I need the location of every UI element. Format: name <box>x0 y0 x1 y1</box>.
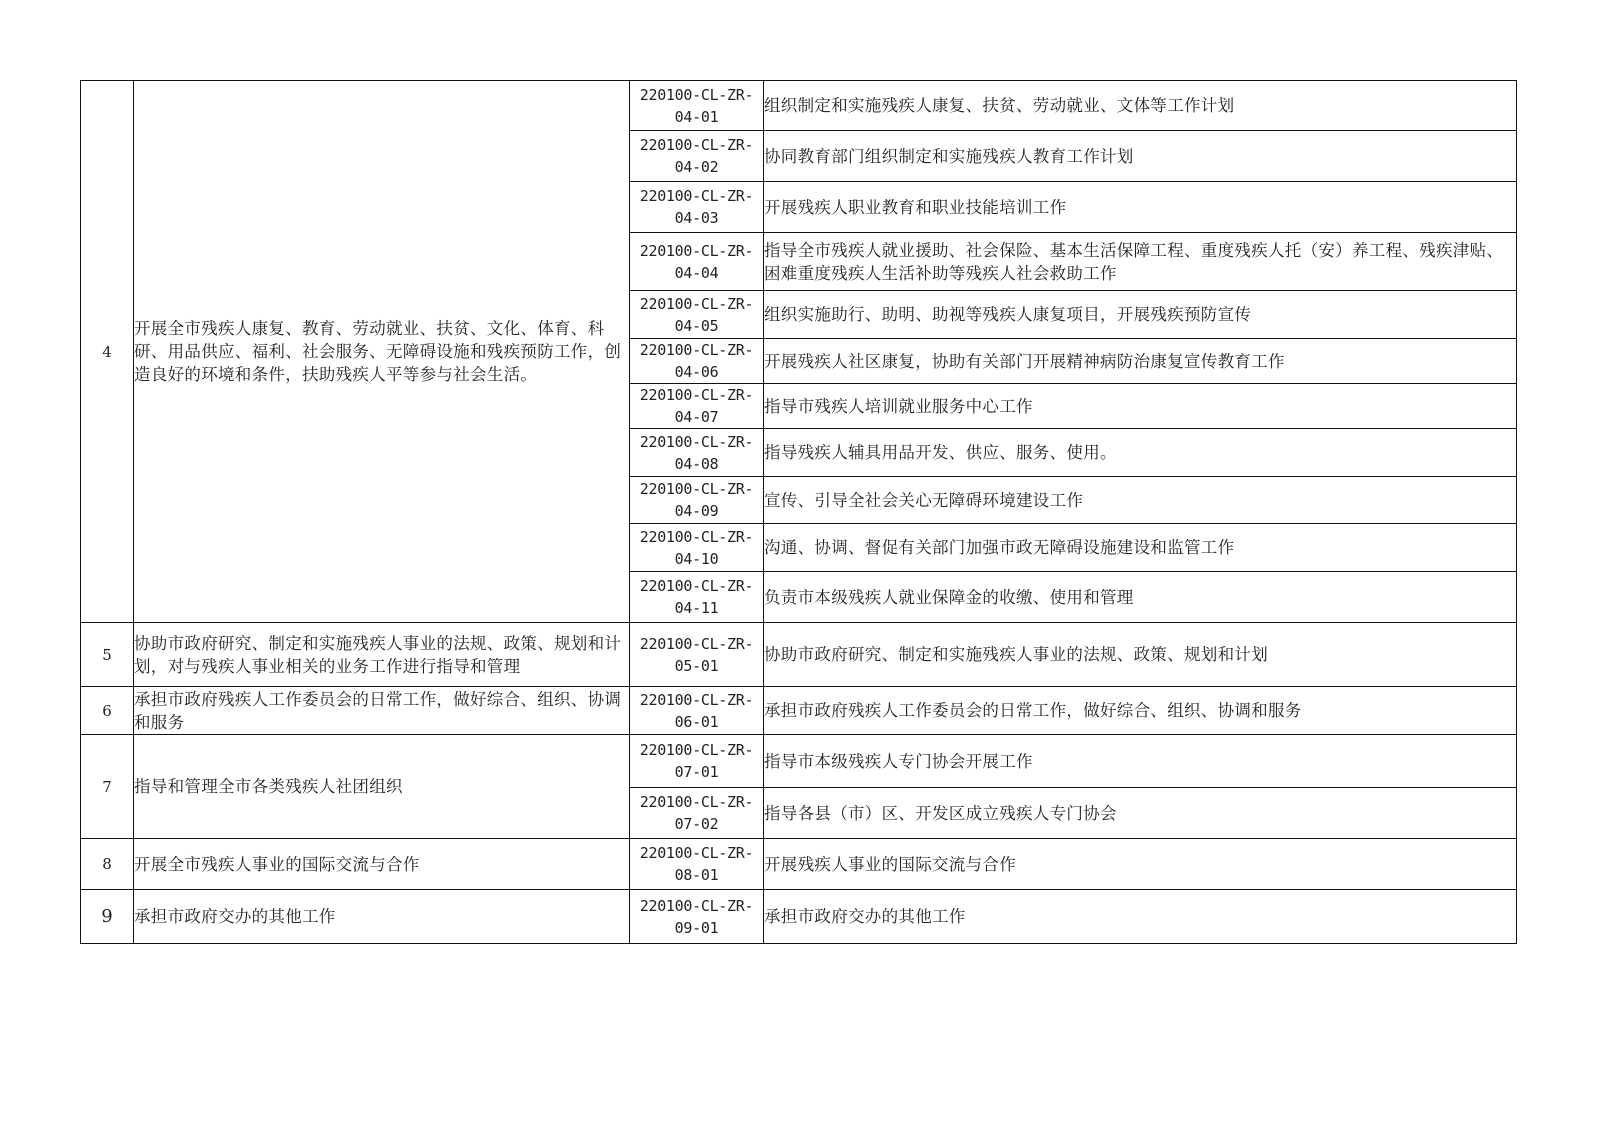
row-number: 6 <box>81 687 134 735</box>
main-duty: 开展全市残疾人康复、教育、劳动就业、扶贫、文化、体育、科研、用品供应、福利、社会服务、无障碍设施和残疾预防工作，创造良好的环境和条件，扶助残疾人平等参与社会生活。 <box>134 81 630 623</box>
item-code: 220100-CL-ZR-04-05 <box>630 291 764 339</box>
item-text: 指导全市残疾人就业援助、社会保险、基本生活保障工程、重度残疾人托（安）养工程、残疾津贴、困难重度残疾人生活补助等残疾人社会救助工作 <box>764 233 1517 291</box>
item-code: 220100-CL-ZR-09-01 <box>630 890 764 944</box>
item-code: 220100-CL-ZR-04-06 <box>630 339 764 384</box>
item-code: 220100-CL-ZR-08-01 <box>630 839 764 890</box>
table-row <box>81 81 1517 131</box>
item-text: 组织实施助行、助明、助视等残疾人康复项目，开展残疾预防宣传 <box>764 291 1517 339</box>
item-text: 指导残疾人辅具用品开发、供应、服务、使用。 <box>764 429 1517 477</box>
item-code: 220100-CL-ZR-04-10 <box>630 524 764 572</box>
item-text: 承担市政府交办的其他工作 <box>764 890 1517 944</box>
item-text: 指导市本级残疾人专门协会开展工作 <box>764 735 1517 788</box>
item-code: 220100-CL-ZR-04-02 <box>630 131 764 182</box>
main-duty: 指导和管理全市各类残疾人社团组织 <box>134 735 630 839</box>
item-text: 负责市本级残疾人就业保障金的收缴、使用和管理 <box>764 572 1517 623</box>
item-text: 指导市残疾人培训就业服务中心工作 <box>764 384 1517 429</box>
responsibility-table <box>80 80 1517 944</box>
item-code: 220100-CL-ZR-04-09 <box>630 477 764 524</box>
item-code: 220100-CL-ZR-04-08 <box>630 429 764 477</box>
item-text: 开展残疾人社区康复，协助有关部门开展精神病防治康复宣传教育工作 <box>764 339 1517 384</box>
item-code: 220100-CL-ZR-06-01 <box>630 687 764 735</box>
item-text: 宣传、引导全社会关心无障碍环境建设工作 <box>764 477 1517 524</box>
item-code: 220100-CL-ZR-04-03 <box>630 182 764 233</box>
item-text: 开展残疾人职业教育和职业技能培训工作 <box>764 182 1517 233</box>
item-text: 协同教育部门组织制定和实施残疾人教育工作计划 <box>764 131 1517 182</box>
main-duty: 开展全市残疾人事业的国际交流与合作 <box>134 839 630 890</box>
row-number: 5 <box>81 623 134 687</box>
row-number: 4 <box>81 81 134 623</box>
item-text: 承担市政府残疾人工作委员会的日常工作，做好综合、组织、协调和服务 <box>764 687 1517 735</box>
item-text: 开展残疾人事业的国际交流与合作 <box>764 839 1517 890</box>
row-number: 9 <box>81 890 134 944</box>
row-number: 7 <box>81 735 134 839</box>
table-row <box>81 687 1517 735</box>
item-code: 220100-CL-ZR-07-01 <box>630 735 764 788</box>
item-code: 220100-CL-ZR-04-04 <box>630 233 764 291</box>
table-row <box>81 890 1517 944</box>
item-code: 220100-CL-ZR-04-11 <box>630 572 764 623</box>
item-text: 组织制定和实施残疾人康复、扶贫、劳动就业、文体等工作计划 <box>764 81 1517 131</box>
table-row <box>81 839 1517 890</box>
main-duty: 承担市政府交办的其他工作 <box>134 890 630 944</box>
item-code: 220100-CL-ZR-04-07 <box>630 384 764 429</box>
table-row <box>81 623 1517 687</box>
item-text: 协助市政府研究、制定和实施残疾人事业的法规、政策、规划和计划 <box>764 623 1517 687</box>
table-row <box>81 735 1517 788</box>
item-code: 220100-CL-ZR-04-01 <box>630 81 764 131</box>
main-duty: 承担市政府残疾人工作委员会的日常工作，做好综合、组织、协调和服务 <box>134 687 630 735</box>
item-code: 220100-CL-ZR-05-01 <box>630 623 764 687</box>
item-code: 220100-CL-ZR-07-02 <box>630 788 764 839</box>
main-duty: 协助市政府研究、制定和实施残疾人事业的法规、政策、规划和计划，对与残疾人事业相关的业务工作进行指导和管理 <box>134 623 630 687</box>
row-number: 8 <box>81 839 134 890</box>
item-text: 指导各县（市）区、开发区成立残疾人专门协会 <box>764 788 1517 839</box>
item-text: 沟通、协调、督促有关部门加强市政无障碍设施建设和监管工作 <box>764 524 1517 572</box>
